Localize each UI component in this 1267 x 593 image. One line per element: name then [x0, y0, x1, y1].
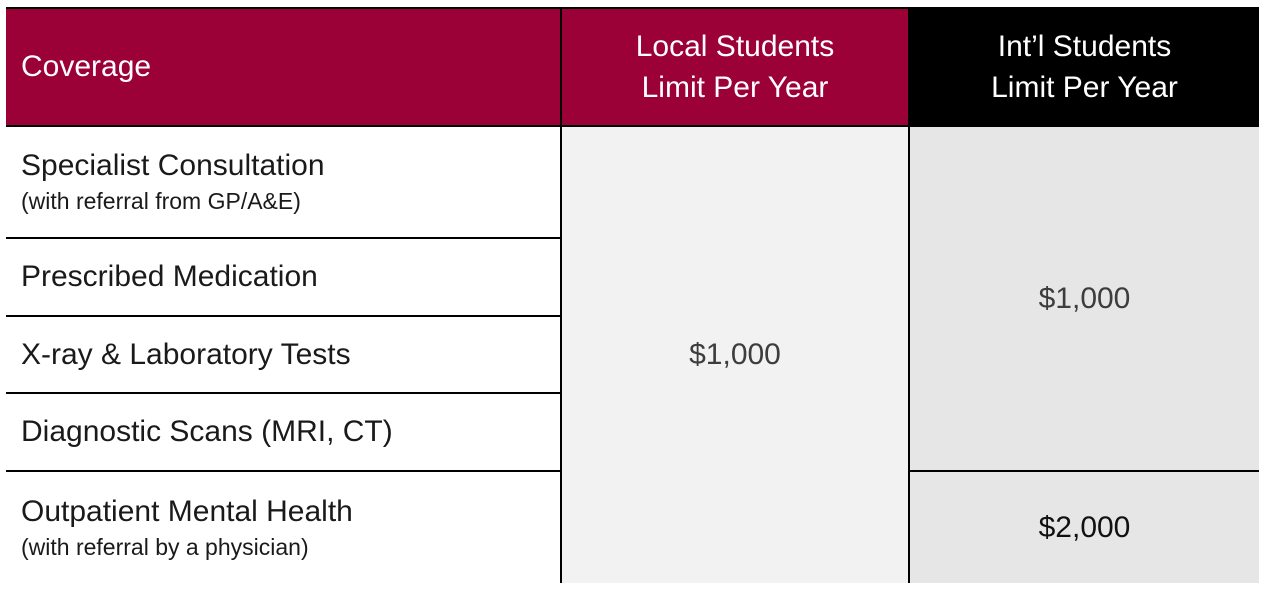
- row-label: Specialist Consultation: [21, 149, 325, 182]
- intl-limit-mental-health-value: $2,000: [1038, 510, 1131, 544]
- header-local-line1: Local Students: [635, 30, 835, 63]
- row-sublabel: (with referral by a physician): [21, 533, 309, 560]
- row-diagnostic-scans: [6, 394, 562, 472]
- header-coverage-label: Coverage: [21, 50, 152, 83]
- row-label: Outpatient Mental Health: [21, 494, 353, 528]
- header-coverage: [6, 9, 562, 127]
- local-limit-value: $1,000: [689, 338, 781, 371]
- row-xray-lab-tests: [6, 317, 562, 394]
- coverage-table: [6, 7, 1259, 583]
- row-specialist-consultation: [6, 127, 562, 239]
- intl-limit-general-cell: [910, 127, 1259, 472]
- intl-limit-mental-health-cell: [910, 472, 1259, 583]
- row-sublabel: (with referral from GP/A&E): [21, 188, 301, 214]
- header-intl-line2: Limit Per Year: [991, 71, 1178, 104]
- row-prescribed-medication: [6, 239, 562, 317]
- header-intl-students: [910, 9, 1259, 127]
- header-intl-line1: Int’l Students: [997, 30, 1172, 63]
- row-label: Diagnostic Scans (MRI, CT): [21, 415, 393, 448]
- intl-limit-general-value: $1,000: [1038, 281, 1131, 315]
- header-local-students: [562, 9, 910, 127]
- local-limit-cell: [562, 127, 910, 583]
- header-local-line2: Limit Per Year: [641, 71, 829, 104]
- row-label: X-ray & Laboratory Tests: [21, 337, 351, 371]
- row-label: Prescribed Medication: [21, 260, 318, 293]
- row-outpatient-mental-health: [6, 472, 562, 583]
